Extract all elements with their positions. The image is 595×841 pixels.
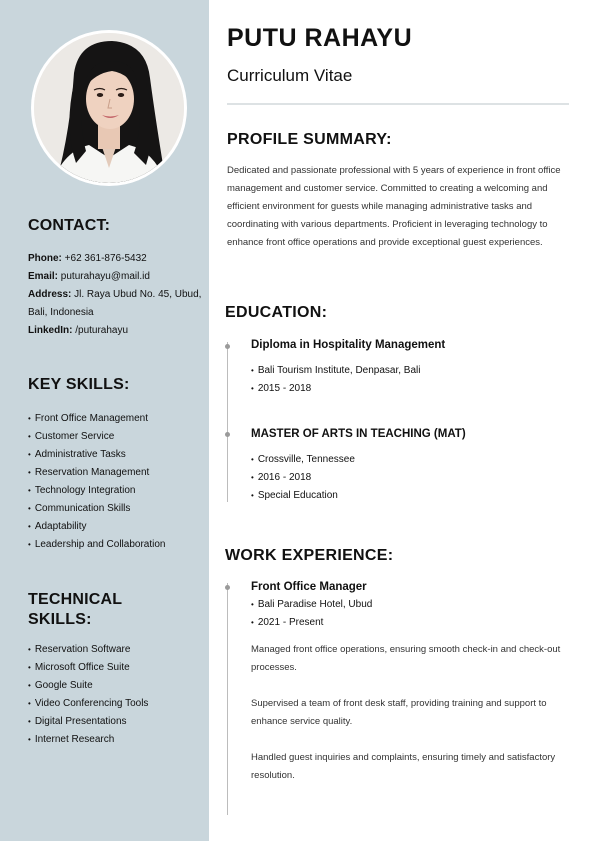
document-subtitle: Curriculum Vitae xyxy=(227,66,353,85)
key-skill-item: • Administrative Tasks xyxy=(28,446,165,464)
email-label: Email: xyxy=(28,271,59,282)
technical-skill-item: • Internet Research xyxy=(28,731,148,749)
phone-value: +62 361-876-5432 xyxy=(64,253,147,264)
technical-skill-item: • Microsoft Office Suite xyxy=(28,659,148,677)
sidebar xyxy=(0,0,209,841)
contact-heading: CONTACT: xyxy=(28,217,111,234)
linkedin-value: /puturahayu xyxy=(75,325,129,336)
education-heading: EDUCATION: xyxy=(225,304,328,321)
main-content xyxy=(209,0,595,841)
job-duty: Handled guest inquiries and complaints, ensuring timely and satisfactory resolution. xyxy=(251,752,556,781)
address-label: Address: xyxy=(28,289,72,300)
contact-linkedin xyxy=(28,322,128,340)
key-skills-heading: KEY SKILLS: xyxy=(28,376,130,393)
education-detail: • Bali Tourism Institute, Denpasar, Bali xyxy=(251,362,420,380)
technical-skill-item: • Google Suite xyxy=(28,677,148,695)
education-detail: • 2016 - 2018 xyxy=(251,469,355,487)
work-timeline xyxy=(227,583,228,815)
technical-skills-heading-line2: SKILLS: xyxy=(28,611,92,628)
education-entry-title: MASTER OF ARTS IN TEACHING (MAT) xyxy=(251,428,466,440)
profile-summary-text: Dedicated and passionate professional with 5 years of experience in front office management and customer service. Committed to creating a welcoming and efficient environment for guests while managing administrative tasks and coordinating with various departments. Proficient in leveraging technology to enhance front office operations and provide exceptional guest experiences. xyxy=(227,165,561,248)
candidate-name: PUTU RAHAYU xyxy=(227,24,413,52)
contact-phone xyxy=(28,250,147,268)
address-line1: Jl. Raya Ubud No. 45, Ubud, xyxy=(74,289,202,300)
job-details xyxy=(251,596,372,632)
profile-summary-heading: PROFILE SUMMARY: xyxy=(227,131,392,148)
education-timeline xyxy=(227,342,228,502)
linkedin-label: LinkedIn: xyxy=(28,325,73,336)
header-divider xyxy=(227,103,569,105)
key-skill-item: • Leadership and Collaboration xyxy=(28,536,165,554)
job-duty: Supervised a team of front desk staff, providing training and support to enhance service quality. xyxy=(251,698,547,727)
education-entry-details xyxy=(251,362,420,398)
job-detail: • Bali Paradise Hotel, Ubud xyxy=(251,596,372,614)
work-experience-heading: WORK EXPERIENCE: xyxy=(225,547,394,564)
job-detail: • 2021 - Present xyxy=(251,614,372,632)
technical-skills-heading-line1: TECHNICAL xyxy=(28,591,123,608)
education-entry-details xyxy=(251,451,355,505)
contact-email xyxy=(28,268,150,286)
contact-address-line2: Bali, Indonesia xyxy=(28,307,94,318)
timeline-dot xyxy=(225,585,230,590)
timeline-dot xyxy=(225,344,230,349)
education-entry-title: Diploma in Hospitality Management xyxy=(251,339,446,351)
key-skill-item: • Technology Integration xyxy=(28,482,165,500)
technical-skill-item: • Digital Presentations xyxy=(28,713,148,731)
key-skill-item: • Front Office Management xyxy=(28,410,165,428)
education-detail: • 2015 - 2018 xyxy=(251,380,420,398)
technical-skill-item: • Video Conferencing Tools xyxy=(28,695,148,713)
job-duty: Managed front office operations, ensuring smooth check-in and check-out processes. xyxy=(251,644,561,673)
key-skill-item: • Communication Skills xyxy=(28,500,165,518)
job-title: Front Office Manager xyxy=(251,581,367,593)
key-skill-item: • Adaptability xyxy=(28,518,165,536)
profile-photo-frame xyxy=(31,30,187,186)
key-skill-item: • Reservation Management xyxy=(28,464,165,482)
profile-photo xyxy=(34,33,184,183)
email-value: puturahayu@mail.id xyxy=(60,271,150,282)
timeline-dot xyxy=(225,432,230,437)
key-skill-item: • Customer Service xyxy=(28,428,165,446)
technical-skills-heading xyxy=(28,590,122,630)
technical-skills-list xyxy=(28,641,148,749)
key-skills-list xyxy=(28,410,165,554)
technical-skill-item: • Reservation Software xyxy=(28,641,148,659)
phone-label: Phone: xyxy=(28,253,62,264)
education-detail: • Crossville, Tennessee xyxy=(251,451,355,469)
contact-address xyxy=(28,286,201,304)
education-detail: • Special Education xyxy=(251,487,355,505)
